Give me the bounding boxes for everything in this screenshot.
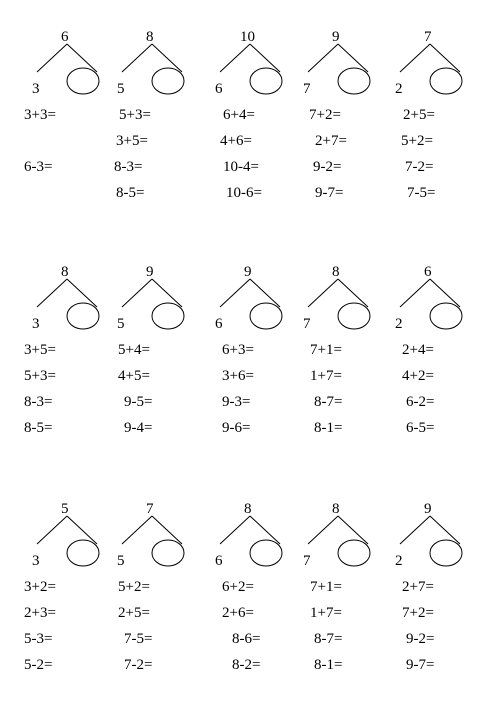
bond-left-branch — [400, 44, 430, 72]
bond-whole-number: 9 — [146, 264, 154, 280]
bond-part-number: 2 — [395, 553, 403, 569]
equation: 5+3= — [119, 107, 151, 123]
equation: 8-3= — [24, 394, 53, 410]
equation: 9-4= — [124, 420, 153, 436]
equation: 2+7= — [402, 579, 434, 595]
bond-left-branch — [37, 279, 67, 307]
bond-left-branch — [220, 516, 250, 544]
bond-part-number: 7 — [303, 316, 311, 332]
equation: 7+2= — [309, 107, 341, 123]
bond-answer-circle — [430, 540, 462, 566]
bond-answer-circle — [152, 303, 184, 329]
bond-left-branch — [37, 44, 67, 72]
equation: 8-3= — [114, 159, 143, 175]
bond-answer-circle — [67, 303, 99, 329]
equation: 5+2= — [401, 133, 433, 149]
bond-whole-number: 10 — [240, 29, 255, 45]
equation: 8-7= — [314, 394, 343, 410]
bond-answer-circle — [338, 540, 370, 566]
equation: 9-7= — [315, 185, 344, 201]
bond-whole-number: 8 — [146, 29, 154, 45]
equation: 8-5= — [24, 420, 53, 436]
bond-answer-circle — [152, 68, 184, 94]
bond-whole-number: 8 — [61, 264, 69, 280]
bond-part-number: 2 — [395, 316, 403, 332]
equation: 3+5= — [116, 133, 148, 149]
bond-whole-number: 8 — [244, 501, 252, 517]
equation: 8-7= — [314, 631, 343, 647]
equation: 8-1= — [314, 657, 343, 673]
equation: 6+3= — [222, 342, 254, 358]
bond-whole-number: 8 — [332, 264, 340, 280]
equation: 6+2= — [222, 579, 254, 595]
bond-part-number: 3 — [32, 553, 40, 569]
bond-part-number: 5 — [117, 316, 125, 332]
bond-whole-number: 8 — [332, 501, 340, 517]
equation: 4+5= — [118, 368, 150, 384]
bond-left-branch — [308, 279, 338, 307]
equation: 2+4= — [402, 342, 434, 358]
bond-answer-circle — [338, 303, 370, 329]
equation: 3+3= — [24, 107, 56, 123]
equation: 10-4= — [223, 159, 259, 175]
equation: 9-7= — [406, 657, 435, 673]
equation: 2+6= — [222, 605, 254, 621]
equation: 7-5= — [407, 185, 436, 201]
bond-whole-number: 9 — [244, 264, 252, 280]
bond-part-number: 7 — [303, 553, 311, 569]
bond-part-number: 5 — [117, 553, 125, 569]
bond-left-branch — [308, 516, 338, 544]
bond-whole-number: 7 — [146, 501, 154, 517]
equation: 3+2= — [24, 579, 56, 595]
equation: 9-2= — [313, 159, 342, 175]
equation: 3+6= — [222, 368, 254, 384]
bond-answer-circle — [250, 540, 282, 566]
equation: 4+2= — [402, 368, 434, 384]
bond-answer-circle — [430, 68, 462, 94]
bond-answer-circle — [250, 68, 282, 94]
equation: 9-5= — [124, 394, 153, 410]
bond-answer-circle — [430, 303, 462, 329]
equation: 4+6= — [220, 133, 252, 149]
bond-part-number: 3 — [32, 81, 40, 97]
bond-answer-circle — [338, 68, 370, 94]
equation: 8-2= — [232, 657, 261, 673]
equation: 5+3= — [24, 368, 56, 384]
equation: 7+1= — [310, 342, 342, 358]
bond-left-branch — [122, 279, 152, 307]
equation: 6-3= — [24, 159, 53, 175]
equation: 7+1= — [310, 579, 342, 595]
bond-answer-circle — [67, 540, 99, 566]
equation: 9-3= — [222, 394, 251, 410]
equation: 1+7= — [310, 605, 342, 621]
equation: 8-6= — [232, 631, 261, 647]
bond-whole-number: 9 — [332, 29, 340, 45]
bond-answer-circle — [152, 540, 184, 566]
equation: 2+7= — [315, 133, 347, 149]
equation: 6-5= — [406, 420, 435, 436]
equation: 2+3= — [24, 605, 56, 621]
equation: 7-5= — [124, 631, 153, 647]
equation: 6+4= — [223, 107, 255, 123]
equation: 7-2= — [124, 657, 153, 673]
equation: 5-3= — [24, 631, 53, 647]
bond-whole-number: 7 — [424, 29, 432, 45]
equation: 7-2= — [405, 159, 434, 175]
bond-part-number: 3 — [32, 316, 40, 332]
equation: 9-2= — [406, 631, 435, 647]
bond-left-branch — [400, 516, 430, 544]
bond-part-number: 6 — [215, 81, 223, 97]
bond-left-branch — [400, 279, 430, 307]
equation: 2+5= — [118, 605, 150, 621]
equation: 8-5= — [116, 185, 145, 201]
equation: 3+5= — [24, 342, 56, 358]
bond-left-branch — [220, 279, 250, 307]
bond-whole-number: 5 — [61, 501, 69, 517]
equation: 9-6= — [222, 420, 251, 436]
equation: 8-1= — [314, 420, 343, 436]
equation: 6-2= — [406, 394, 435, 410]
bond-part-number: 6 — [215, 553, 223, 569]
equation: 2+5= — [403, 107, 435, 123]
equation: 5-2= — [24, 657, 53, 673]
bond-part-number: 5 — [117, 81, 125, 97]
bond-whole-number: 9 — [424, 501, 432, 517]
bond-answer-circle — [250, 303, 282, 329]
equation: 5+2= — [118, 579, 150, 595]
bond-left-branch — [122, 516, 152, 544]
equation: 10-6= — [226, 185, 262, 201]
equation: 5+4= — [118, 342, 150, 358]
equation: 7+2= — [402, 605, 434, 621]
bond-whole-number: 6 — [61, 29, 69, 45]
bond-left-branch — [37, 516, 67, 544]
bond-part-number: 7 — [303, 81, 311, 97]
bond-left-branch — [308, 44, 338, 72]
bond-answer-circle — [67, 68, 99, 94]
bond-part-number: 6 — [215, 316, 223, 332]
bond-whole-number: 6 — [424, 264, 432, 280]
bond-left-branch — [122, 44, 152, 72]
equation: 1+7= — [310, 368, 342, 384]
bond-left-branch — [220, 44, 250, 72]
bond-part-number: 2 — [395, 81, 403, 97]
